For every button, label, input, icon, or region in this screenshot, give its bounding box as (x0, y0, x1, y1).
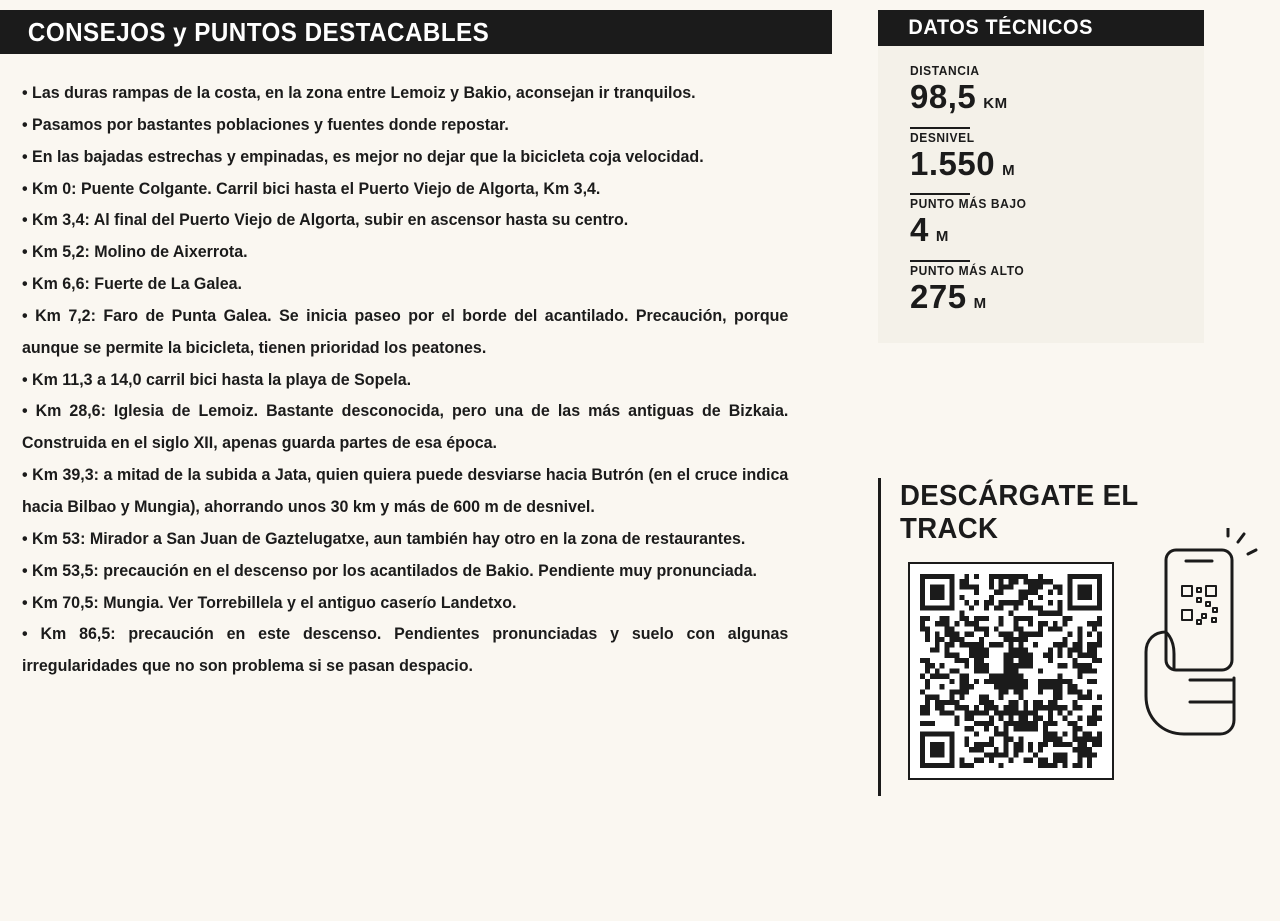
tip-item: • Km 11,3 a 14,0 carril bici hasta la playa de Sopela. (22, 370, 412, 389)
tip-item: • Pasamos por bastantes poblaciones y fuentes donde repostar. (22, 115, 509, 134)
divider (910, 127, 970, 129)
tech-label: DISTANCIA (910, 64, 980, 78)
tip-item: • Km 7,2: Faro de Punta Galea. Se inicia paseo por el borde del acantilado. Precaución, porque aunque se permite la bicicleta, tienen prioridad los peatones. (22, 306, 789, 357)
tech-item-elevation-gain (878, 127, 1204, 192)
tip-item: • Las duras rampas de la costa, en la zona entre Lemoiz y Bakio, aconsejan ir tranquilos. (22, 84, 696, 102)
qr-code-icon[interactable] (920, 574, 1102, 768)
tech-unit: M (1002, 161, 1016, 179)
tip-item: • Km 0: Puente Colgante. Carril bici hasta el Puerto Viejo de Algorta, Km 3,4. (22, 179, 601, 198)
tech-label: PUNTO MÁS ALTO (910, 263, 1025, 278)
tip-item: • Km 39,3: a mitad de la subida a Jata, quien quiera puede desviarse hacia Butrón (en el cruce indica hacia Bilbao y Mungia), ahorrando unos 30 km y más de 600 m de desnivel. (22, 466, 789, 516)
divider (910, 193, 970, 195)
download-track-section (878, 470, 1258, 810)
vertical-divider (878, 478, 881, 796)
tech-value-row (910, 212, 1204, 248)
tech-value: 4 (910, 211, 929, 249)
tip-item: • Km 3,4: Al final del Puerto Viejo de Algorta, subir en ascensor hasta su centro. (22, 211, 629, 230)
tech-value-row (910, 79, 1204, 115)
tip-item: • Km 53: Mirador a San Juan de Gaztelugatxe, aun también hay otro en la zona de restaurantes. (22, 529, 746, 548)
tip-item: • Km 86,5: precaución en este descenso. Pendientes pronunciadas y suelo con algunas irregularidades que no son problema si se pasan despacio. (22, 625, 789, 676)
tip-item: • Km 70,5: Mungia. Ver Torrebillela y el antiguo caserío Landetxo. (22, 593, 517, 612)
tech-item-highest-point (878, 260, 1204, 325)
tips-header-title: CONSEJOS y PUNTOS DESTACABLES (27, 16, 490, 47)
tips-header-bar (0, 10, 832, 54)
tech-value: 1.550 (910, 144, 996, 182)
tech-item-lowest-point (878, 193, 1204, 258)
technical-data-header-title: DATOS TÉCNICOS (908, 16, 1093, 39)
download-track-title: DESCÁRGATE EL TRACK (900, 480, 1139, 545)
tech-item-distance (878, 60, 1204, 125)
qr-code-frame[interactable] (908, 562, 1114, 780)
tip-item: • Km 53,5: precaución en el descenso por los acantilados de Bakio. Pendiente muy pronunciada. (22, 561, 757, 580)
tech-value-row (910, 146, 1204, 182)
tip-item: • En las bajadas estrechas y empinadas, es mejor no dejar que la bicicleta coja velocidad. (22, 147, 704, 166)
tech-value: 98,5 (910, 78, 977, 115)
tech-value: 275 (910, 277, 967, 315)
tech-label: DESNIVEL (910, 130, 975, 145)
tech-value-row (910, 279, 1204, 315)
technical-data-list (878, 46, 1204, 343)
technical-data-header-bar (878, 10, 1204, 46)
tech-label: PUNTO MÁS BAJO (910, 197, 1027, 212)
tech-unit: M (973, 294, 987, 312)
hand-holding-phone-icon (1128, 528, 1258, 758)
tips-list (22, 78, 812, 683)
tip-item: • Km 28,6: Iglesia de Lemoiz. Bastante desconocida, pero una de las más antiguas de Bizkaia. Construida en el siglo XII, apenas guarda partes de esa época. (22, 402, 789, 453)
tip-item: • Km 5,2: Molino de Aixerrota. (22, 243, 248, 262)
tip-item: • Km 6,6: Fuerte de La Galea. (22, 275, 242, 294)
divider (910, 260, 970, 262)
tech-unit: KM (983, 95, 1008, 112)
tech-unit: M (935, 228, 949, 246)
